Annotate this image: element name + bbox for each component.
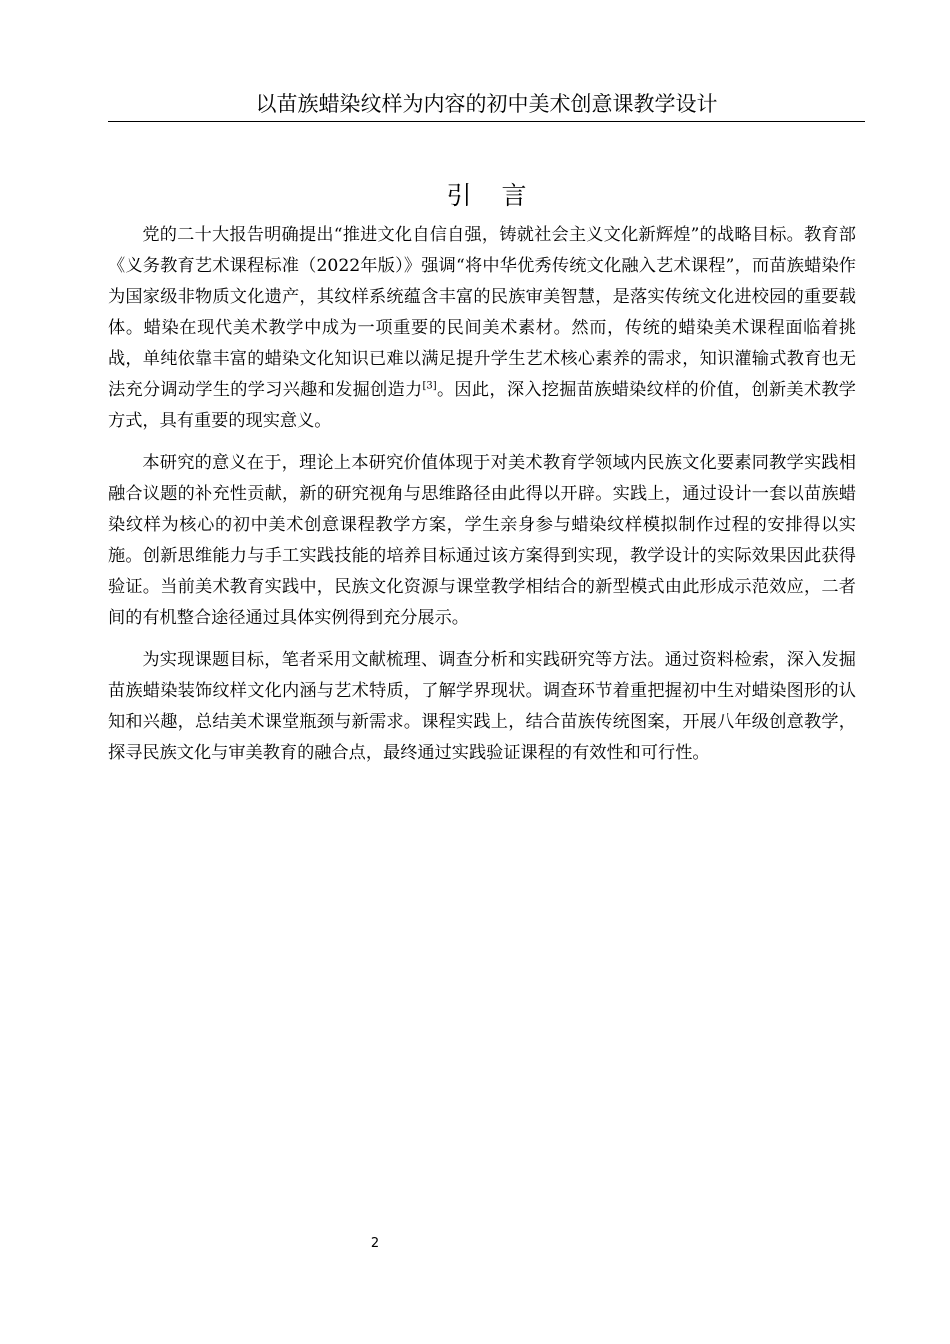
paragraph-1-text: 党的二十大报告明确提出“推进文化自信自强，铸就社会主义文化新辉煌”的战略目标。教育部《义务教育艺术课程标准（2022年版）》强调“将中华优秀传统文化融入艺术课程”，而苗族蜡染作为国家级非物质文化遗产，其纹样系统蕴含丰富的民族审美智慧，是落实传统文化进校园的重要载体。蜡染在现代美术教学中成为一项重要的民间美术素材。然而，传统的蜡染美术课程面临着挑战，单纯依靠丰富的蜡染文化知识已难以满足提升学生艺术核心素养的需求，知识灌输式教育也无法充分调动学生的学习兴趣和发掘创造力 [108, 225, 856, 400]
paragraph-2: 本研究的意义在于，理论上本研究价值体现于对美术教育学领域内民族文化要素同教学实践相融合议题的补充性贡献，新的研究视角与思维路径由此得以开辟。实践上，通过设计一套以苗族蜡染纹样为核心的初中美术创意课程教学方案，学生亲身参与蜡染纹样模拟制作过程的安排得以实施。创新思维能力与手工实践技能的培养目标通过该方案得到实现，教学设计的实际效果因此获得验证。当前美术教育实践中，民族文化资源与课堂教学相结合的新型模式由此形成示范效应，二者间的有机整合途径通过具体实例得到充分展示。 [108, 453, 856, 628]
page-number: 2 [370, 1236, 380, 1251]
citation-reference: [3] [422, 380, 437, 392]
paragraph-1 [108, 220, 856, 437]
paragraph-1-text-continued: 。因此，深入挖掘苗族蜡染纹样的价值，创新美术教学方式，具有重要的现实意义。 [108, 380, 856, 431]
running-header: 以苗族蜡染纹样为内容的初中美术创意课教学设计 [255, 92, 718, 116]
paragraph-3: 为实现课题目标，笔者采用文献梳理、调查分析和实践研究等方法。通过资料检索，深入发掘苗族蜡染装饰纹样文化内涵与艺术特质，了解学界现状。调查环节着重把握初中生对蜡染图形的认知和兴趣，总结美术课堂瓶颈与新需求。课程实践上，结合苗族传统图案，开展八年级创意教学，探寻民族文化与审美教育的融合点，最终通过实践验证课程的有效性和可行性。 [108, 650, 856, 763]
section-title: 引言 [446, 181, 557, 210]
header-rule [108, 121, 865, 122]
body-text [108, 220, 856, 780]
